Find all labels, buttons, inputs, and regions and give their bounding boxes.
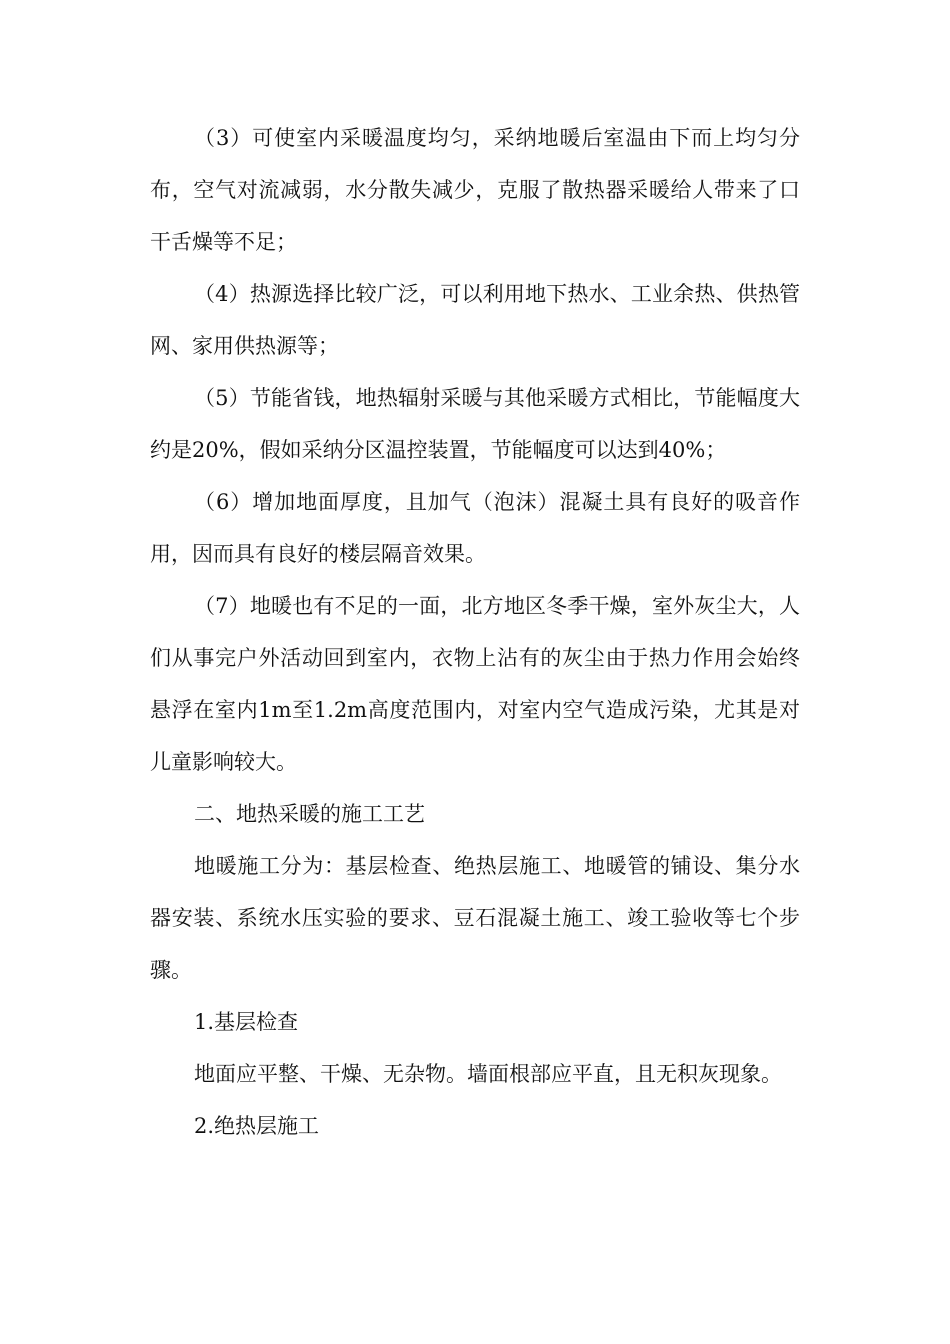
paragraph-item-6: （6）增加地面厚度，且加气（泡沫）混凝土具有良好的吸音作用，因而具有良好的楼层隔音效果。 bbox=[150, 490, 800, 566]
paragraph-item-3: （3）可使室内采暖温度均匀，采纳地暖后室温由下而上均匀分布，空气对流减弱，水分散失减少，克服了散热器采暖给人带来了口干舌燥等不足； bbox=[150, 126, 800, 254]
paragraph-item-7: （7）地暖也有不足的一面，北方地区冬季干燥，室外灰尘大，人们从事完户外活动回到室内，衣物上沾有的灰尘由于热力作用会始终悬浮在室内1m至1.2m高度范围内，对室内空气造成污染，尤其是对儿童影响较大。 bbox=[150, 594, 800, 774]
paragraph-item-5: （5）节能省钱，地热辐射采暖与其他采暖方式相比，节能幅度大约是20%，假如采纳分区温控装置，节能幅度可以达到40%； bbox=[150, 386, 800, 462]
paragraph-steps-overview: 地暖施工分为：基层检查、绝热层施工、地暖管的铺设、集分水器安装、系统水压实验的要求、豆石混凝土施工、竣工验收等七个步骤。 bbox=[150, 854, 800, 982]
document-body bbox=[150, 112, 800, 1152]
section-heading: 二、地热采暖的施工工艺 bbox=[194, 802, 425, 826]
paragraph-base-inspection: 地面应平整、干燥、无杂物。墙面根部应平直，且无积灰现象。 bbox=[194, 1062, 782, 1086]
paragraph-item-4: （4）热源选择比较广泛，可以利用地下热水、工业余热、供热管网、家用供热源等； bbox=[150, 282, 800, 358]
subheading-base-inspection: 1.基层检查 bbox=[194, 1010, 299, 1034]
subheading-insulation-layer: 2.绝热层施工 bbox=[194, 1114, 320, 1138]
